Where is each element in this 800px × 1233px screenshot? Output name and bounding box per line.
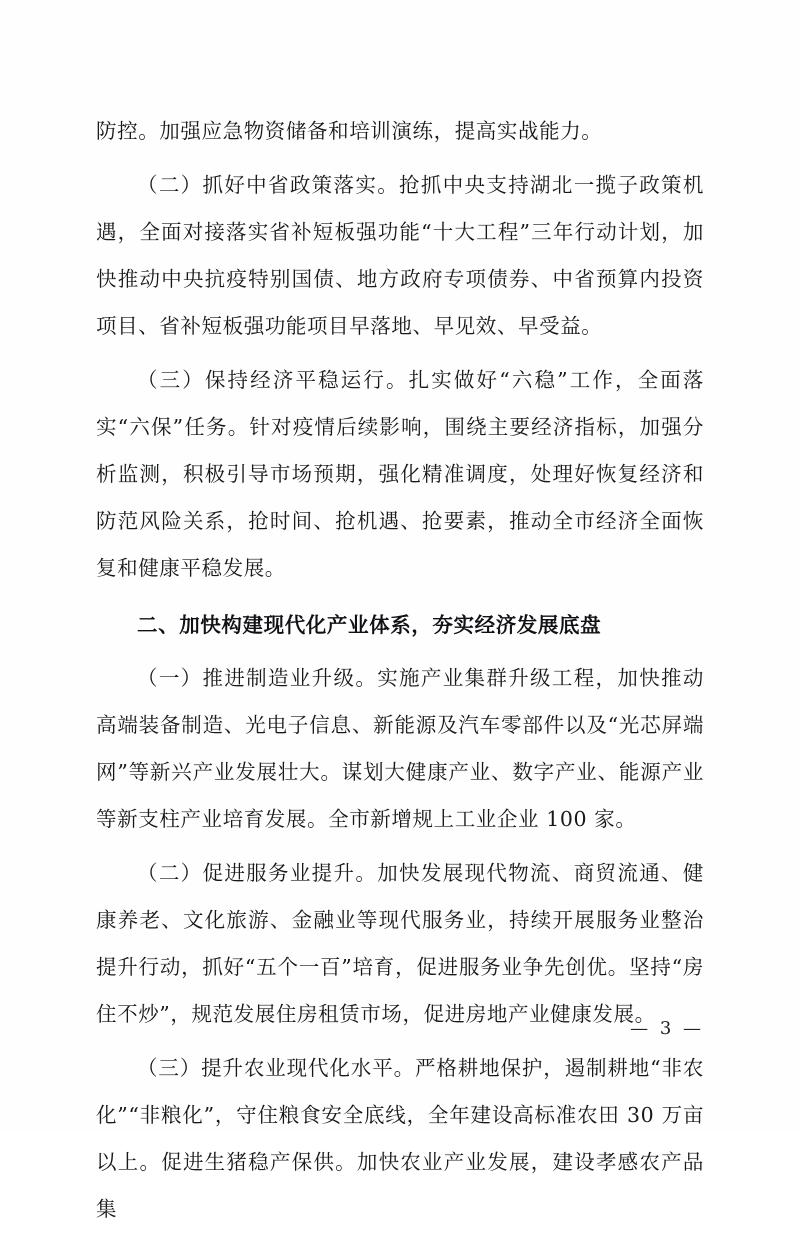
paragraph-section-2-1: （一）推进制造业升级。实施产业集群升级工程，加快推动高端装备制造、光电子信息、新能源及汽车零部件以及“光芯屏端网”等新兴产业发展壮大。谋划大健康产业、数字产业、能源产业等新支柱产业培育发展。全市新增规上工业企业 100 家。 (96, 666, 704, 831)
paragraph-section-1-3: （三）保持经济平稳运行。扎实做好“六稳”工作，全面落实“六保”任务。针对疫情后续影响，围绕主要经济指标，加强分析监测，积极引导市场预期，强化精准调度，处理好恢复经济和防范风险关系，抢时间、抢机遇、抢要素，推动全市经济全面恢复和健康平稳发展。 (96, 368, 704, 580)
section-heading-2: 二、加快构建现代化产业体系，夯实经济发展底盘 (137, 613, 602, 637)
paragraph-section-2-2: （二）促进服务业提升。加快发展现代物流、商贸流通、健康养老、文化旅游、金融业等现代服务业，持续开展服务业整治提升行动，抓好“五个一百”培育，促进服务业争先创优。坚持“房住不炒”，规范发展住房租赁市场，促进房地产业健康发展。 (96, 861, 704, 1026)
page-number: — 3 — (630, 1018, 704, 1039)
heading-spacer-top (96, 592, 704, 602)
paragraph-section-1-2: （二）抓好中省政策落实。抢抓中央支持湖北一揽子政策机遇，全面对接落实省补短板强功能“十大工程”三年行动计划，加快推动中央抗疫特别国债、地方政府专项债券、中省预算内投资项目、省补短板强功能项目早落地、早见效、早受益。 (96, 173, 704, 338)
paragraph-spacer (96, 1038, 704, 1045)
paragraph-continuation: 防控。加强应急物资储备和培训演练，提高实战能力。 (96, 119, 603, 143)
paragraph-spacer (96, 350, 704, 357)
paragraph-spacer (96, 843, 704, 850)
document-body (96, 108, 704, 1233)
paragraph-section-2-3: （三）提升农业现代化水平。严格耕地保护，遏制耕地“非农化”“非粮化”，守住粮食安全底线，全年建设高标准农田 30 万亩以上。促进生猪稳产保供。加快农业产业发展，建设孝感农产品集 (96, 1056, 704, 1221)
paragraph-spacer (96, 155, 704, 162)
